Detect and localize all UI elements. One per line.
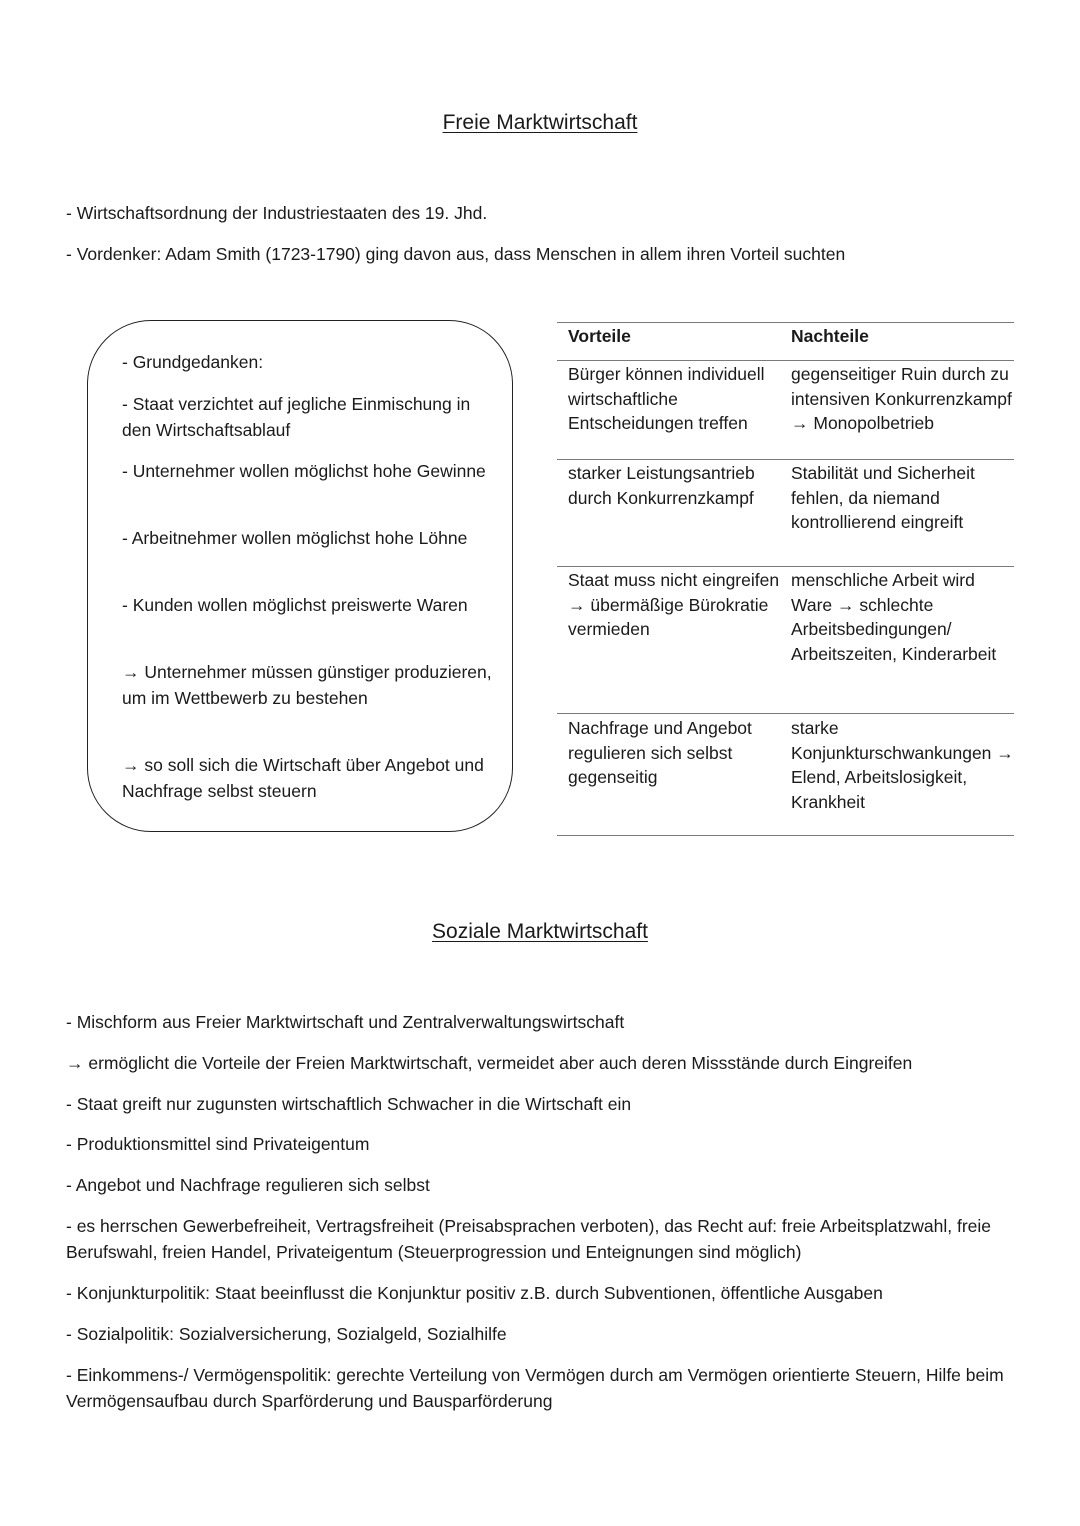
freie-line-1: - Wirtschaftsordnung der Industriestaaten des 19. Jhd. bbox=[66, 203, 488, 223]
soziale-line: - Staat greift nur zugunsten wirtschaftlich Schwacher in die Wirtschaft ein bbox=[66, 1094, 632, 1114]
table-cell-vorteil: Nachfrage und Angebot regulieren sich selbst gegenseitig bbox=[568, 718, 752, 787]
table-cell-nachteil: gegenseitiger Ruin durch zu intensiven Konkurrenzkampf → Monopolbetrieb bbox=[791, 364, 1012, 433]
grundgedanken-item: - Arbeitnehmer wollen möglichst hohe Löhne bbox=[122, 528, 468, 548]
soziale-line: - Sozialpolitik: Sozialversicherung, Sozialgeld, Sozialhilfe bbox=[66, 1324, 507, 1344]
table-rule bbox=[557, 459, 1014, 460]
grundgedanken-item: - Kunden wollen möglichst preiswerte Waren bbox=[122, 595, 468, 615]
grundgedanken-heading: - Grundgedanken: bbox=[122, 352, 264, 372]
table-cell-nachteil: starke Konjunkturschwankungen → Elend, Arbeitslosigkeit, Krankheit bbox=[791, 718, 1014, 812]
soziale-line: - Angebot und Nachfrage regulieren sich selbst bbox=[66, 1175, 430, 1195]
soziale-line: - Produktionsmittel sind Privateigentum bbox=[66, 1134, 370, 1154]
table-cell-nachteil: menschliche Arbeit wird Ware → schlechte Arbeitsbedingungen/ Arbeitszeiten, Kinderarbeit bbox=[791, 570, 997, 664]
table-cell-vorteil: starker Leistungsantrieb durch Konkurrenzkampf bbox=[568, 463, 755, 508]
soziale-line: - es herrschen Gewerbefreiheit, Vertragsfreiheit (Preisabsprachen verboten), das Recht auf: freie Arbeitsplatzwahl, freie Berufswahl, freien Handel, Privateigentum (Steuerprogression und Enteignungen sind möglich) bbox=[66, 1216, 992, 1262]
soziale-line: - Mischform aus Freier Marktwirtschaft und Zentralverwaltungswirtschaft bbox=[66, 1012, 625, 1032]
grundgedanken-conclusion: → so soll sich die Wirtschaft über Angebot und Nachfrage selbst steuern bbox=[122, 755, 484, 801]
table-cell-vorteil: Staat muss nicht eingreifen → übermäßige Bürokratie vermieden bbox=[568, 570, 780, 639]
table-rule bbox=[557, 566, 1014, 567]
table-rule bbox=[557, 835, 1014, 836]
soziale-line: - Einkommens-/ Vermögenspolitik: gerechte Verteilung von Vermögen durch am Vermögen orientierte Steuern, Hilfe beim Vermögensaufbau durch Sparförderung und Bausparförderung bbox=[66, 1365, 1004, 1411]
table-cell-nachteil: Stabilität und Sicherheit fehlen, da niemand kontrollierend eingreift bbox=[791, 463, 975, 532]
section-title-freie-marktwirtschaft: Freie Marktwirtschaft bbox=[442, 111, 638, 134]
table-rule bbox=[557, 360, 1014, 361]
section-title-soziale-marktwirtschaft: Soziale Marktwirtschaft bbox=[432, 920, 648, 943]
table-cell-vorteil: Bürger können individuell wirtschaftliche Entscheidungen treffen bbox=[568, 364, 765, 433]
grundgedanken-item: - Unternehmer wollen möglichst hohe Gewinne bbox=[122, 461, 486, 481]
table-rule bbox=[557, 322, 1014, 323]
soziale-line: - Konjunkturpolitik: Staat beeinflusst die Konjunktur positiv z.B. durch Subventionen, öffentliche Ausgaben bbox=[66, 1283, 883, 1303]
freie-line-2: - Vordenker: Adam Smith (1723-1790) ging davon aus, dass Menschen in allem ihren Vorteil suchten bbox=[66, 244, 846, 264]
table-rule bbox=[557, 713, 1014, 714]
table-header-nachteile: Nachteile bbox=[791, 326, 869, 346]
grundgedanken-item: - Staat verzichtet auf jegliche Einmischung in den Wirtschaftsablauf bbox=[122, 394, 471, 440]
grundgedanken-conclusion: → Unternehmer müssen günstiger produzieren, um im Wettbewerb zu bestehen bbox=[122, 662, 492, 708]
soziale-line: → ermöglicht die Vorteile der Freien Marktwirtschaft, vermeidet aber auch deren Missstände durch Eingreifen bbox=[66, 1053, 913, 1073]
table-header-vorteile: Vorteile bbox=[568, 326, 631, 346]
